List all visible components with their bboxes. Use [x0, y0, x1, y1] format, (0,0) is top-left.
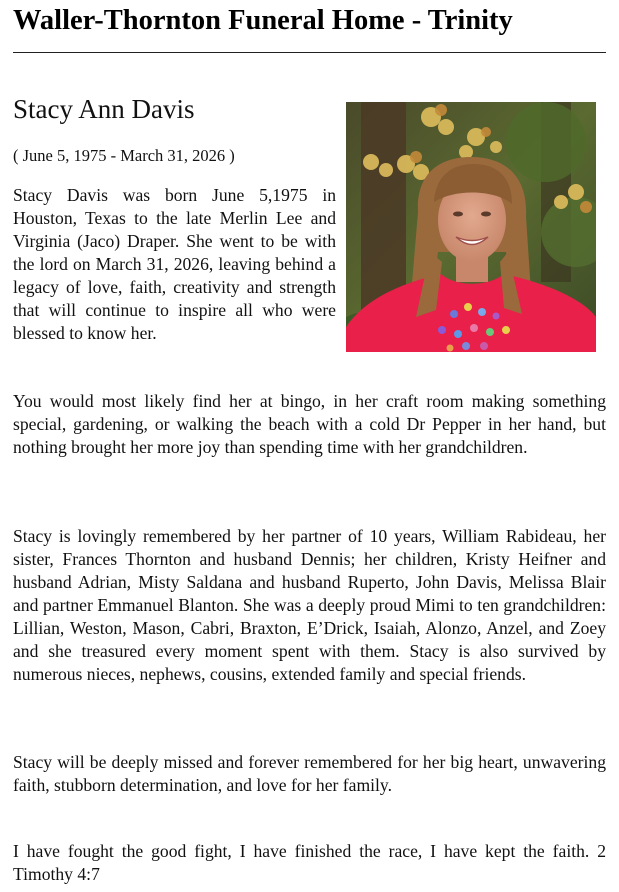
portrait-image: [346, 102, 596, 352]
life-dates: ( June 5, 1975 - March 31, 2026 ): [13, 146, 235, 165]
obituary-paragraph-survivors: Stacy is lovingly remembered by her partner of 10 years, William Rabideau, her sister, Frances Thornton and husband Dennis; her children, Kristy Heifner and husband Adrian, Misty Saldana and husband Ruperto, John Davis, Melissa Blair and partner Emmanuel Blanton. She was a deeply proud Mimi to ten grandchildren: Lillian, Weston, Mason, Cabri, Braxton, E’Drick, Isaiah, Alonzo, Anzel, and Zoey and she treasured every moment spent with them. Stacy is also survived by numerous nieces, nephews, cousins, extended family and special friends.: [13, 526, 606, 684]
deceased-name: Stacy Ann Davis: [13, 94, 195, 124]
site-title: Waller-Thornton Funeral Home - Trinity: [13, 5, 513, 36]
header-divider: [13, 52, 606, 53]
portrait-photo: [346, 102, 596, 352]
obituary-paragraph-hobbies: You would most likely find her at bingo, in her craft room making something special, gardening, or walking the beach with a cold Dr Pepper in her hand, but nothing brought her more joy than spending time with her grandchildren.: [13, 391, 606, 457]
obituary-paragraph-scripture: I have fought the good fight, I have finished the race, I have kept the faith. 2 Timothy 4:7: [13, 841, 606, 884]
obituary-paragraph-birth: Stacy Davis was born June 5,1975 in Houston, Texas to the late Merlin Lee and Virginia (Jaco) Draper. She went to be with the lord on March 31, 2026, leaving behind a legacy of love, faith, creativity and strength that will continue to inspire all who were blessed to know her.: [13, 185, 336, 343]
obituary-paragraph-remembrance: Stacy will be deeply missed and forever remembered for her big heart, unwavering faith, stubborn determination, and love for her family.: [13, 752, 606, 795]
